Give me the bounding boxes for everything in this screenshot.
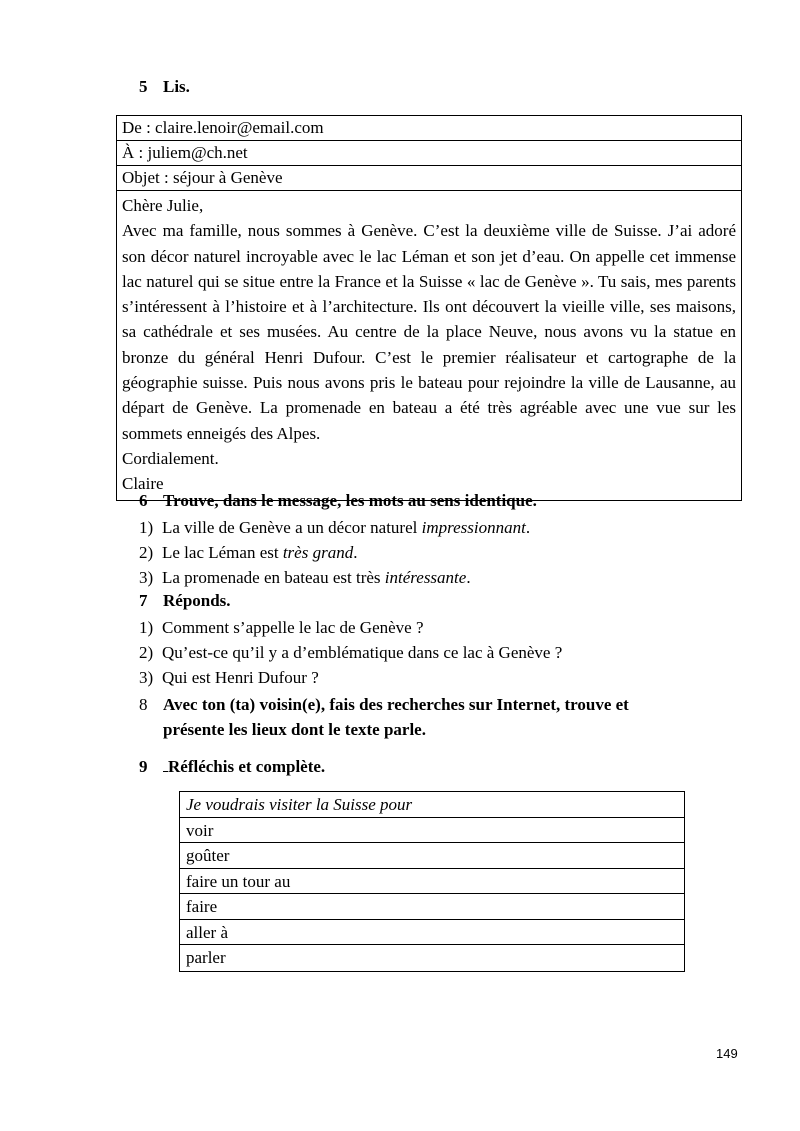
item-text: Qu’est-ce qu’il y a d’emblématique dans ce lac à Genève ? (162, 643, 563, 662)
email-from: De : claire.lenoir@email.com (117, 116, 741, 141)
exercise-title: Réfléchis et complète. (168, 757, 326, 776)
exercise-number: 9 (139, 757, 148, 776)
list-item (139, 516, 530, 540)
table-row: faire (180, 894, 684, 920)
table-row: goûter (180, 843, 684, 869)
item-number: 1) (139, 618, 154, 637)
table-row: faire un tour au (180, 869, 684, 895)
exercise-7-heading (139, 591, 231, 611)
exercise-number: 7 (139, 591, 148, 610)
exercise-8 (139, 692, 629, 742)
exercise-9-heading (139, 757, 325, 777)
table-row: voir (180, 818, 684, 844)
list-item (139, 666, 319, 690)
exercise-number: 5 (139, 77, 148, 96)
exercise-6-heading (139, 491, 537, 511)
item-end: . (353, 543, 358, 562)
email-body: Avec ma famille, nous sommes à Genève. C’est la deuxième ville de Suisse. J’ai adoré son décor naturel incroyable avec le lac Léman et son jet d’eau. On appelle cet immense lac naturel qui se situe entre la France et la Suisse « lac de Genève ». Tu sais, mes parents s’intéressent à l’histoire et à l’architecture. Ils ont découvert la vieille ville, ses maisons, sa cathédrale et ses musées. Au centre de la place Neuve, nous avons vu la statue en bronze du général Henri Dufour. C’est le premier réalisateur et cartographe de la géographie suisse. Puis nous avons pris le bateau pour rejoindre la ville de Lausanne, au départ de Genève. La promenade en bateau a été très agréable avec une vue sur les sommets enneigés des Alpes. (122, 221, 736, 443)
item-emphasis: intéressante (384, 568, 467, 587)
email-body-section (117, 191, 741, 500)
page-number: 149 (716, 1046, 738, 1061)
exercise-line-1: Avec ton (ta) voisin(e), fais des recherches sur Internet, trouve et (163, 695, 629, 714)
email-greeting: Chère Julie, (122, 196, 204, 215)
item-emphasis: impressionnant (421, 518, 526, 537)
item-text: Le lac Léman est (162, 543, 283, 562)
list-item (139, 566, 471, 590)
item-end: . (525, 518, 531, 537)
exercise-title: Lis. (163, 77, 190, 96)
table-row: aller à (180, 920, 684, 946)
exercise-number: 6 (139, 491, 148, 510)
item-end: . (466, 568, 471, 587)
completion-table (179, 791, 685, 972)
item-number: 3) (139, 568, 154, 587)
email-subject: Objet : séjour à Genève (117, 166, 741, 191)
item-number: 1) (139, 518, 154, 537)
item-emphasis: très grand (282, 543, 354, 562)
list-item (139, 616, 424, 640)
email-closing: Cordialement. (122, 448, 219, 468)
list-item (139, 641, 562, 665)
item-text: La ville de Genève a un décor naturel (162, 518, 422, 537)
email-signature: Claire (122, 474, 164, 494)
email-box (116, 115, 742, 501)
item-number: 2) (139, 543, 154, 562)
table-row: parler (186, 948, 226, 967)
exercise-number: 8 (139, 695, 148, 714)
item-text: Qui est Henri Dufour ? (162, 668, 319, 687)
exercise-5-heading (139, 77, 190, 97)
email-to: À : juliem@ch.net (117, 141, 741, 166)
exercise-line-2: présente les lieux dont le texte parle. (163, 720, 426, 739)
item-number: 2) (139, 643, 154, 662)
item-text: Comment s’appelle le lac de Genève ? (162, 618, 424, 637)
list-item (139, 541, 357, 565)
item-text: La promenade en bateau est très (162, 568, 385, 587)
exercise-title: Réponds. (163, 591, 231, 610)
table-row: Je voudrais visiter la Suisse pour (180, 792, 684, 818)
exercise-title: Trouve, dans le message, les mots au sens identique. (163, 491, 537, 510)
item-number: 3) (139, 668, 154, 687)
